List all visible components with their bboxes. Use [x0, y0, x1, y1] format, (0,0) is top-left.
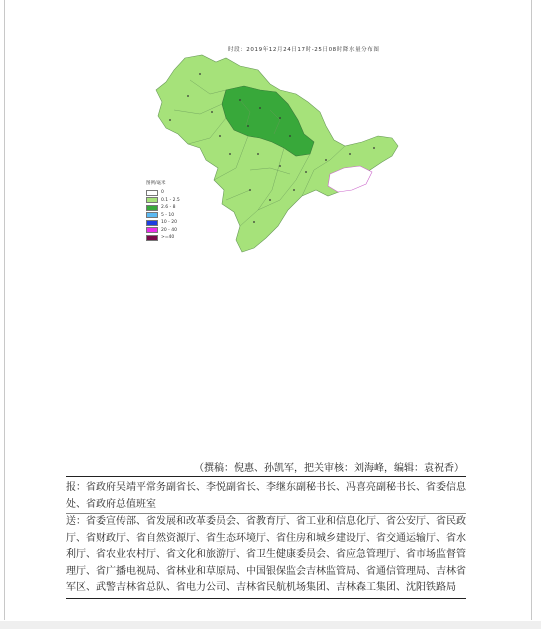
legend-swatch — [146, 205, 158, 211]
legend-item — [146, 227, 180, 235]
report-to: 报：省政府吴靖平常务副省长、李悦副省长、李继东副秘书长、冯喜亮副秘书长、省委信息处、省政府总值班室 — [66, 482, 466, 510]
legend-label: 5 - 10 — [161, 212, 175, 218]
legend-swatch — [146, 220, 158, 226]
page-gap — [0, 621, 541, 629]
legend-label: 10 - 20 — [161, 220, 177, 226]
footer-rule — [66, 598, 466, 599]
legend-label: 0 — [161, 190, 164, 196]
legend-item — [146, 189, 180, 197]
legend-item — [146, 219, 180, 227]
legend-label: >=40 — [161, 235, 175, 241]
recipients — [66, 480, 466, 597]
legend-item — [146, 197, 180, 205]
credits-line: （撰稿：倪惠、孙凯军，把关审核：刘海峰，编辑：袁祝香） — [66, 462, 466, 477]
legend-item — [146, 234, 180, 242]
legend-label: 20 - 40 — [161, 227, 177, 233]
send-to: 送：省委宣传部、省发展和改革委员会、省教育厅、省工业和信息化厅、省公安厅、省民政厅、省财政厅、省自然资源厅、省生态环境厅、省住房和城乡建设厅、省交通运输厅、省水利厅、省农业农村厅、省文化和旅游厅、省卫生健康委员会、省应急管理厅、省市场监督管理厅、省广播电视局、省林业和草原局、中国银保监会吉林监管局、省通信管理局、吉林省军区、武警吉林省总队、省电力公司、吉林省民航机场集团、吉林森工集团、沈阳铁路局 — [66, 513, 466, 597]
legend-swatch — [146, 190, 158, 196]
legend-item — [146, 204, 180, 212]
legend-swatch — [146, 197, 158, 203]
legend-title: 图例/毫米 — [146, 181, 166, 186]
province-region-light — [156, 55, 398, 252]
legend-swatch — [146, 235, 158, 241]
document-footer — [66, 462, 466, 599]
map-title: 时段：2019年12月24日17时-25日08时降水量分布图 — [228, 47, 380, 53]
legend-item — [146, 212, 180, 220]
map-legend — [146, 180, 180, 242]
legend-swatch — [146, 227, 158, 233]
legend-swatch — [146, 212, 158, 218]
legend-label: 2.6 - 8 — [161, 205, 176, 211]
legend-label: 0.1 - 2.5 — [161, 197, 180, 203]
